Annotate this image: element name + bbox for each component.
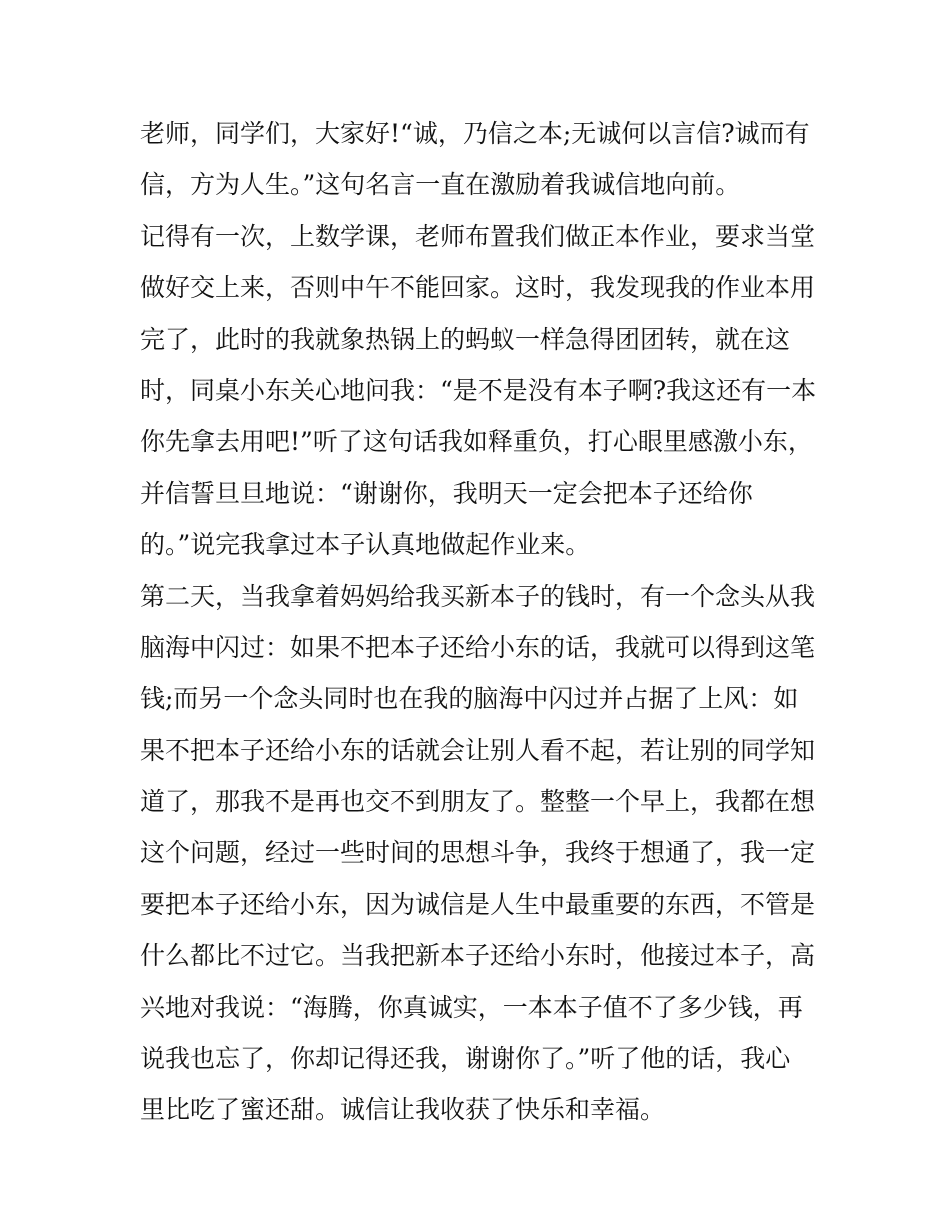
text-line-16: 要把本子还给小东，因为诚信是人生中最重要的东西，不管是 [140, 889, 816, 919]
text-line-10: 第二天，当我拿着妈妈给我买新本子的钱时，有一个念头从我 [140, 581, 816, 611]
text-line-9: 的。”说完我拿过本子认真地做起作业来。 [140, 530, 591, 560]
text-line-4: 做好交上来，否则中午不能回家。这时，我发现我的作业本用 [140, 273, 816, 303]
text-line-5: 完了，此时的我就象热锅上的蚂蚁一样急得团团转，就在这 [140, 324, 791, 354]
text-line-1: 老师，同学们，大家好!“诚，乃信之本;无诚何以言信?诚而有 [140, 119, 810, 148]
text-line-17: 什么都比不过它。当我把新本子还给小东时，他接过本子，高 [140, 941, 816, 971]
text-line-18: 兴地对我说：“海腾，你真诚实，一本本子值不了多少钱，再 [140, 992, 803, 1022]
text-line-11: 脑海中闪过：如果不把本子还给小东的话，我就可以得到这笔 [140, 632, 816, 662]
essay-text [140, 108, 820, 1136]
text-line-12: 钱;而另一个念头同时也在我的脑海中闪过并占据了上风：如 [140, 684, 799, 714]
text-line-2: 信，方为人生。”这句名言一直在激励着我诚信地向前。 [140, 170, 741, 200]
text-line-7: 你先拿去用吧!”听了这句话我如释重负，打心眼里感激小东， [140, 427, 813, 457]
text-line-20: 里比吃了蜜还甜。诚信让我收获了快乐和幸福。 [140, 1095, 666, 1125]
text-line-15: 这个问题，经过一些时间的思想斗争，我终于想通了，我一定 [140, 838, 816, 868]
text-line-3: 记得有一次，上数学课，老师布置我们做正本作业，要求当堂 [140, 221, 816, 251]
text-line-19: 说我也忘了，你却记得还我，谢谢你了。”听了他的话，我心 [140, 1044, 791, 1074]
text-line-13: 果不把本子还给小东的话就会让别人看不起，若让别的同学知 [140, 735, 816, 765]
text-line-6: 时，同桌小东关心地问我：“是不是没有本子啊?我这还有一本 [140, 375, 817, 405]
text-line-14: 道了，那我不是再也交不到朋友了。整整一个早上，我都在想 [140, 787, 816, 817]
text-line-8: 并信誓旦旦地说：“谢谢你，我明天一定会把本子还给你 [140, 478, 753, 508]
